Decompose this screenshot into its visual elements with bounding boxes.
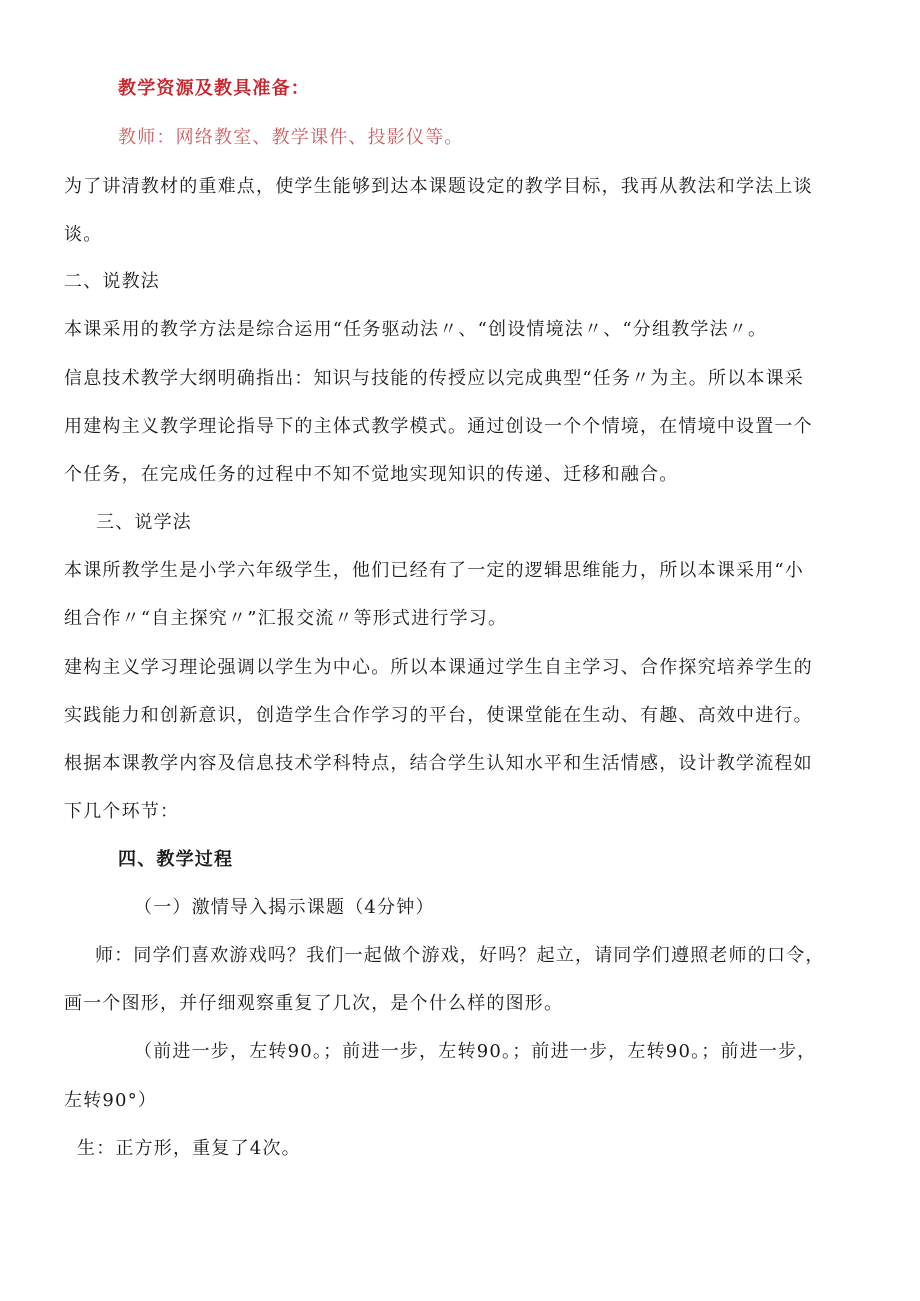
paragraph-line: 画一个图形，并仔细观察重复了几次，是个什么样的图形。 <box>64 993 564 1014</box>
paragraph-line: 谈。 <box>64 224 103 245</box>
paragraph-line: （前进一步，左转90。；前进一步，左转90。；前进一步，左转90。；前进一步， <box>134 1041 817 1062</box>
paragraph-line: 左转90°） <box>64 1090 158 1111</box>
paragraph-line: 本课所教学生是小学六年级学生，他们已经有了一定的逻辑思维能力，所以本课采用“小 <box>64 560 804 581</box>
paragraph-line: 个任务，在完成任务的过程中不知不觉地实现知识的传递、迁移和融合。 <box>64 464 679 485</box>
paragraph-line: 生：正方形，重复了4次。 <box>77 1138 301 1159</box>
paragraph-line: 师：同学们喜欢游戏吗？我们一起做个游戏，好吗？起立，请同学们遵照老师的口令， <box>95 945 825 966</box>
paragraph-line: 建构主义学习理论强调以学生为中心。所以本课通过学生自主学习、合作探究培养学生的 <box>64 657 813 678</box>
teacher-resources-line: 教师：网络教室、教学课件、投影仪等。 <box>118 127 464 148</box>
paragraph-line: 为了讲清教材的重难点，使学生能够到达本课题设定的教学目标，我再从教法和学法上谈 <box>64 176 813 197</box>
paragraph-line: 组合作〃“自主探究〃”汇报交流〃等形式进行学习。 <box>64 608 508 629</box>
paragraph-line: 实践能力和创新意识，创造学生合作学习的平台，使课堂能在生动、有趣、高效中进行。 <box>64 705 813 726</box>
paragraph-line: 本课采用的教学方法是综合运用“任务驱动法〃、“创设情境法〃、“分组教学法〃。 <box>64 319 768 340</box>
section-heading-teaching-method: 二、说教法 <box>64 271 160 292</box>
section-heading-teaching-process: 四、教学过程 <box>118 849 234 870</box>
paragraph-line: 用建构主义教学理论指导下的主体式教学模式。通过创设一个个情境，在情境中设置一个 <box>64 416 813 437</box>
paragraph-line: 信息技术教学大纲明确指出：知识与技能的传授应以完成典型“任务〃为主。所以本课采 <box>64 368 804 389</box>
paragraph-line: 下几个环节： <box>64 801 180 822</box>
subsection-heading-intro: （一）激情导入揭示课题（4分钟） <box>134 897 435 918</box>
section-heading-learning-method: 三、说学法 <box>96 512 192 533</box>
resources-heading: 教学资源及教具准备： <box>118 78 310 99</box>
paragraph-line: 根据本课教学内容及信息技术学科特点，结合学生认知水平和生活情感，设计教学流程如 <box>64 753 813 774</box>
